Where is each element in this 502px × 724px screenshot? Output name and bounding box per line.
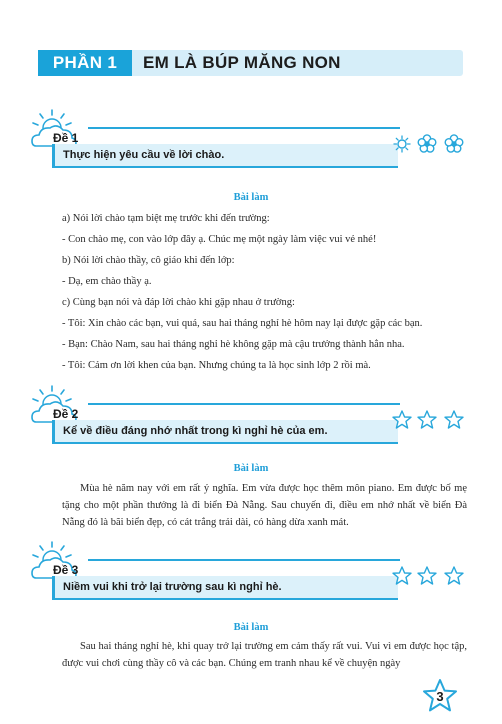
prompt-bar — [52, 576, 398, 600]
answer-line: - Tôi: Xin chào các bạn, vui quá, sau hai tháng nghỉ hè hôm nay lại được gặp các bạn. — [62, 318, 423, 329]
answer-line: a) Nói lời chào tạm biệt mẹ trước khi đến trường: — [62, 213, 270, 224]
answer-line: - Bạn: Chào Nam, sau hai tháng nghỉ hè không gặp mà cậu trưởng thành hẳn nha. — [62, 339, 405, 350]
answer-paragraph: Mùa hè năm nay với em rất ý nghĩa. Em vừa được học thêm môn piano. Em được bố mẹ tặng cho một phần thưởng là đi biển Đà Nẵng. Sau chuyến đi, điều em nhớ nhất về biển Đà Nẵng đó là bãi biển đẹp, có cát trắng trải dài, có hàng dừa xanh mát. — [62, 483, 467, 528]
divider — [88, 127, 400, 129]
part-banner — [38, 50, 463, 76]
answer-paragraph: Sau hai tháng nghỉ hè, khi quay trở lại trường em cảm thấy rất vui. Vui vì em được học tập, được vui chơi cùng thầy cô và các bạn. Chúng em tranh nhau kể về chuyện ngày — [62, 641, 467, 669]
section-tag: Đề 2 — [53, 407, 79, 421]
prompt-text: Niềm vui khi trở lại trường sau kì nghỉ hè. — [63, 581, 282, 593]
answer-line: - Tôi: Cảm ơn lời khen của bạn. Nhưng chúng ta là học sinh lớp 2 rồi mà. — [62, 360, 371, 371]
answer-line: - Con chào mẹ, con vào lớp đây ạ. Chúc mẹ một ngày làm việc vui vẻ nhé! — [62, 234, 377, 245]
star-decoration-icon — [390, 564, 470, 588]
prompt-text: Kể về điều đáng nhớ nhất trong kì nghỉ hè của em. — [63, 425, 328, 437]
section-de-2 — [30, 384, 470, 456]
section-tag: Đề 1 — [53, 131, 79, 145]
flower-decoration-icon — [390, 132, 470, 156]
answer-line: b) Nói lời chào thầy, cô giáo khi đến lớp: — [62, 255, 235, 266]
divider — [88, 403, 400, 405]
prompt-bar — [52, 420, 398, 444]
section-de-1 — [30, 108, 470, 180]
section-tag: Đề 3 — [53, 563, 79, 577]
part-label: PHẦN 1 — [38, 50, 132, 76]
answer-line: - Dạ, em chào thầy ạ. — [62, 276, 152, 287]
answer-line: c) Cùng bạn nói và đáp lời chào khi gặp nhau ở trường: — [62, 297, 295, 308]
prompt-bar — [52, 144, 398, 168]
divider — [88, 559, 400, 561]
section-de-3 — [30, 540, 470, 612]
prompt-text: Thực hiện yêu cầu về lời chào. — [63, 149, 225, 161]
answer-heading: Bài làm — [233, 463, 269, 474]
answer-heading: Bài làm — [233, 622, 269, 633]
star-decoration-icon — [390, 408, 470, 432]
answer-heading: Bài làm — [233, 192, 269, 203]
part-title: EM LÀ BÚP MĂNG NON — [143, 53, 341, 72]
page-number: 3 — [436, 689, 444, 704]
